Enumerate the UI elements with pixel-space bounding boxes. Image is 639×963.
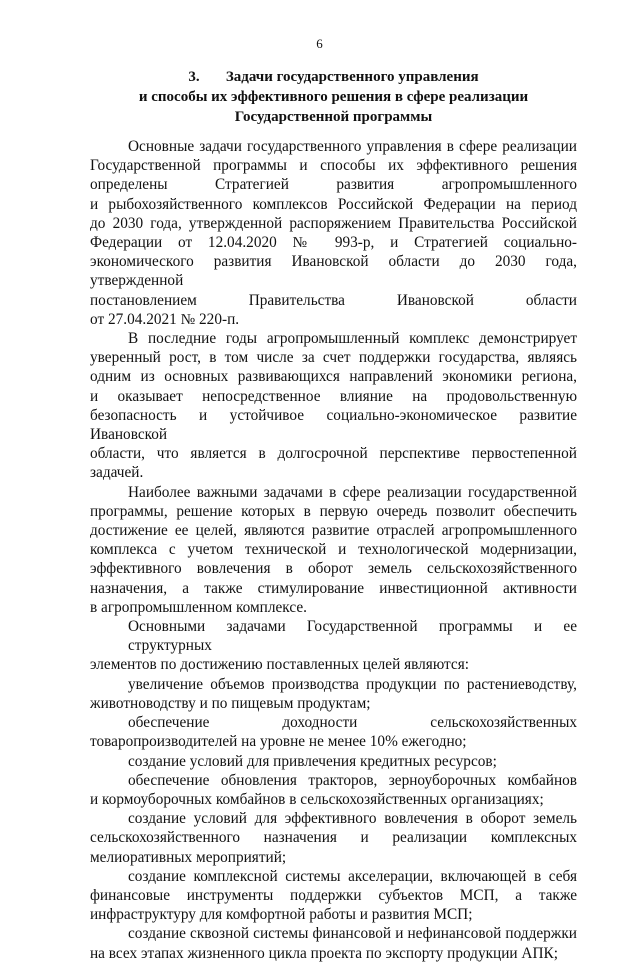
paragraph [90, 809, 577, 867]
paragraph-line: определены Стратегией развития агропромышленного [90, 176, 577, 194]
paragraph-line: сельскохозяйственного назначения и реализации комплексных [90, 829, 577, 847]
heading-line: и способы их эффективного решения в сфере реализации [138, 89, 529, 105]
paragraph-line: назначения, а также стимулирование инвестиционной активности [90, 579, 577, 597]
paragraph [90, 483, 577, 617]
paragraph [90, 617, 577, 675]
paragraph-line: программы, решение которых в первую очередь позволит обеспечить [90, 502, 577, 520]
paragraph-line: обеспечение обновления тракторов, зерноуборочных комбайнов [128, 771, 577, 789]
paragraph [90, 329, 577, 483]
paragraph-line: создание комплексной системы акселерации, включающей в себя [128, 867, 577, 885]
paragraph [90, 771, 577, 809]
paragraph-line: создание условий для эффективного вовлечения в оборот земель [128, 810, 577, 828]
paragraph-line: в агропромышленном комплексе. [90, 598, 307, 616]
paragraph [90, 867, 577, 925]
paragraph-line: задачей. [90, 464, 144, 482]
paragraph-line: обеспечение доходности сельскохозяйственных [128, 714, 577, 732]
document-body [90, 137, 577, 963]
paragraph-line: достижение ее целей, являются развитие отраслей агропромышленного [90, 522, 577, 540]
paragraph-line: инфраструктуру для комфортной работы и развития МСП; [90, 906, 473, 924]
paragraph-line: комплекса с учетом технической и технологической модернизации, [90, 541, 577, 559]
paragraph-line: увеличение объемов производства продукции по растениеводству, [128, 675, 577, 693]
paragraph-line: мелиоративных мероприятий; [90, 848, 287, 866]
paragraph-line: экономического развития Ивановской области до 2030 года, утвержденной [90, 253, 577, 290]
paragraph [90, 713, 577, 751]
paragraph-line: постановлением Правительства Ивановской области [90, 291, 577, 309]
page-number: 6 [316, 36, 323, 51]
paragraph-line: создание сквозной системы финансовой и нефинансовой поддержки [128, 925, 577, 943]
paragraph-line: уверенный рост, в том числе за счет поддержки государства, являясь [90, 349, 577, 367]
paragraph [90, 752, 577, 771]
paragraph-line: В последние годы агропромышленный комплекс демонстрирует [128, 330, 577, 348]
paragraph-line: от 27.04.2021 № 220-п. [90, 310, 240, 328]
paragraph-line: области, что является в долгосрочной перспективе первостепенной [90, 445, 577, 463]
paragraph-line: товаропроизводителей на уровне не менее 10% ежегодно; [90, 733, 467, 751]
paragraph-line: животноводству и по пищевым продуктам; [90, 694, 371, 712]
paragraph-line: Федерации от 12.04.2020 № 993-р, и Стратегией социально- [90, 234, 577, 252]
paragraph [90, 137, 577, 329]
paragraph-line: Наиболее важными задачами в сфере реализации государственной [128, 483, 577, 501]
paragraph-line: Основные задачи государственного управления в сфере реализации [128, 138, 577, 155]
paragraph-line: Основными задачами Государственной программы и ее структурных [128, 618, 577, 655]
paragraph-line: и рыбохозяйственного комплексов Российской Федерации на период [90, 195, 577, 213]
section-heading [90, 67, 577, 127]
paragraph-line: безопасность и устойчивое социально-экономическое развитие Ивановской [90, 406, 577, 444]
paragraph [90, 924, 577, 962]
paragraph-line: одним из основных развивающихся направлений экономики региона, [90, 368, 577, 386]
paragraph-line: и оказывает непосредственное влияние на продовольственную [90, 387, 577, 405]
paragraph [90, 675, 577, 713]
paragraph-line: элементов по достижению поставленных целей являются: [90, 656, 470, 674]
paragraph-line: создание условий для привлечения кредитных ресурсов; [128, 752, 497, 770]
paragraph-line: Государственной программы и способы их эффективного решения [90, 157, 577, 175]
paragraph-line: на всех этапах жизненного цикла проекта по экспорту продукции АПК; [90, 944, 558, 962]
paragraph-line: финансовые инструменты поддержки субъектов МСП, а также [90, 886, 577, 904]
paragraph-line: и кормоуборочных комбайнов в сельскохозяйственных организациях; [90, 790, 544, 808]
heading-line: Государственной программы [234, 109, 433, 125]
paragraph-line: до 2030 года, утвержденной распоряжением Правительства Российской [90, 214, 577, 232]
heading-line: 3. Задачи государственного управления [188, 69, 479, 85]
paragraph-line: эффективного вовлечения в оборот земель сельскохозяйственного [90, 560, 577, 578]
